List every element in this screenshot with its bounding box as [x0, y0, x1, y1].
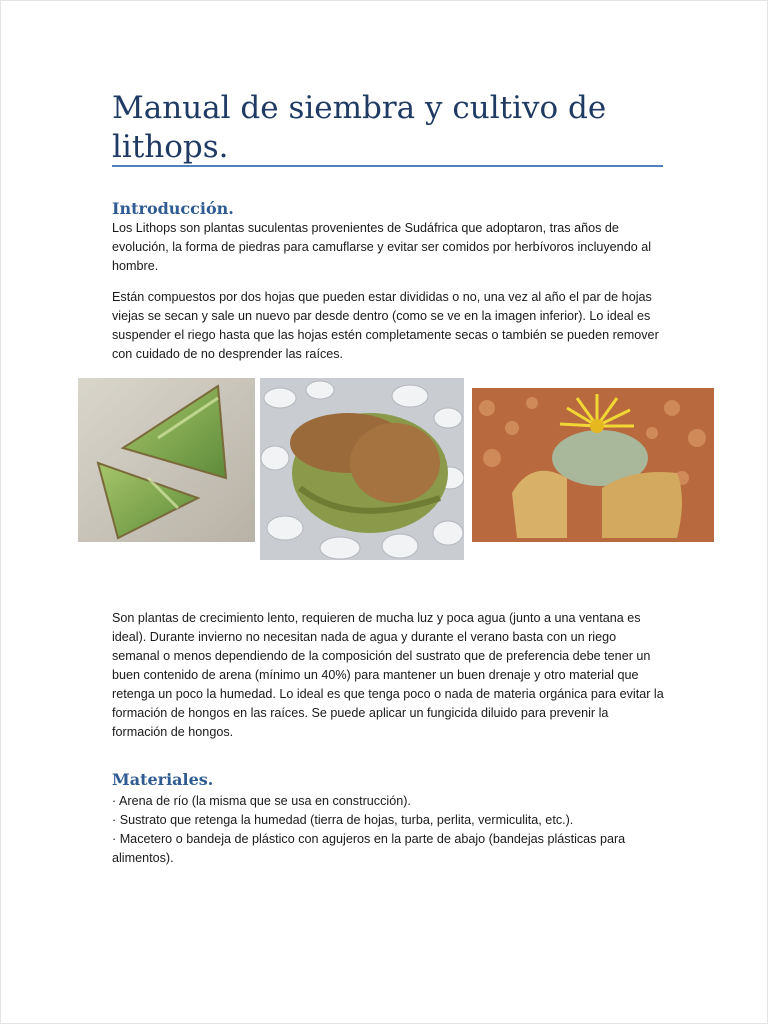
list-item: · Sustrato que retenga la humedad (tierra de hojas, turba, perlita, vermiculita, etc.). [112, 813, 574, 827]
list-item: · Macetero o bandeja de plástico con agujeros en la parte de abajo (bandejas plásticas para alimentos). [112, 832, 626, 865]
list-item: · Arena de río (la misma que se usa en construcción). [112, 794, 411, 808]
photo-green-lithops [78, 378, 255, 542]
photo-flowering-lithops [472, 388, 714, 542]
intro-paragraph-1: Los Lithops son plantas suculentas provenientes de Sudáfrica que adoptaron, tras años de evolución, la forma de piedras para camuflarse y evitar ser comidos por herbívoros incluyendo al hombre. [112, 221, 651, 273]
materials-list [112, 792, 664, 868]
intro-paragraph-2: Están compuestos por dos hojas que pueden estar divididas o no, una vez al año el par de hojas viejas se secan y sale un nuevo par desde dentro (como se ve en la imagen inferior). Lo ideal es suspender el riego hasta que las hojas estén completamente secas o también se pueden remover con cuidado de no desprender las raíces. [112, 290, 659, 361]
intro-heading: Introducción. [112, 199, 234, 218]
materials-heading: Materiales. [112, 770, 214, 789]
photo-brown-lithops [260, 378, 464, 560]
intro-paragraph-3: Son plantas de crecimiento lento, requieren de mucha luz y poca agua (junto a una ventana es ideal). Durante invierno no necesitan nada de agua y durante el verano basta con un riego semanal o menos dependiendo de la composición del sustrato que de preferencia debe tener un buen contenido de arena (mínimo un 40%) para mantener un buen drenaje y otro material que retenga un poco la humedad. Lo ideal es que tenga poco o nada de materia orgánica para evitar la formación de hongos en las raíces. Se puede aplicar un fungicida diluido para prevenir la formación de hongos. [112, 611, 664, 739]
document-title: Manual de siembra y cultivo de lithops. [112, 90, 607, 165]
title-underline [112, 165, 663, 167]
